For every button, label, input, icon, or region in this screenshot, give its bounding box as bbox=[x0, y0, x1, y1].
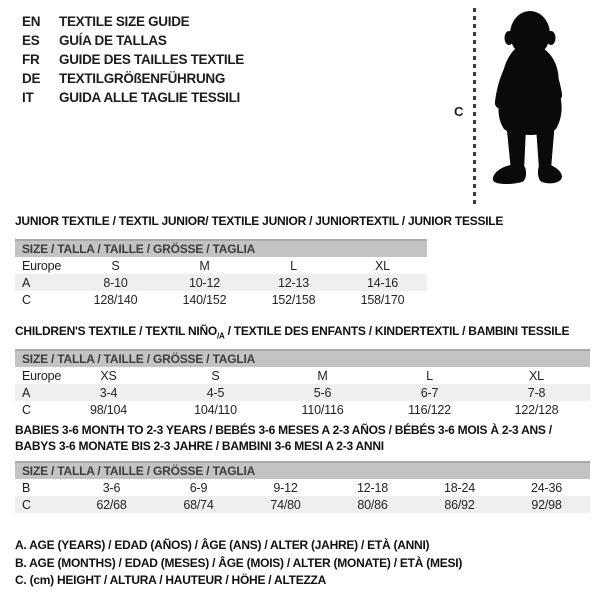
language-label: TEXTILE SIZE GUIDE bbox=[59, 14, 190, 29]
size-cell: XL bbox=[529, 368, 544, 383]
size-cell: S bbox=[211, 368, 220, 383]
size-cell: 10-12 bbox=[189, 275, 220, 290]
size-cell: XL bbox=[375, 258, 390, 273]
babies-title-line1: BABIES 3-6 MONTH TO 2-3 YEARS / BEBÉS 3-6 MESES A 2-3 AÑOS / BÉBÉS 3-6 MOIS À 2-3 ANS / bbox=[15, 423, 552, 437]
children-table bbox=[15, 349, 590, 418]
row-label: B bbox=[22, 480, 31, 495]
size-cell: 8-10 bbox=[103, 275, 128, 290]
table-row bbox=[15, 367, 590, 384]
row-label: Europe bbox=[22, 368, 62, 383]
legend-line-b: B. AGE (MONTHS) / EDAD (MESES) / ÂGE (MOIS) / ALTER (MONATE) / ETÀ (MESI) bbox=[15, 555, 463, 570]
language-list bbox=[22, 12, 244, 107]
language-label: GUIDA ALLE TAGLIE TESSILI bbox=[59, 90, 240, 105]
table-row bbox=[15, 401, 590, 418]
legend-line-c: C. (cm) HEIGHT / ALTURA / HAUTEUR / HÖHE / ALTEZZA bbox=[15, 573, 327, 587]
size-cell: 5-6 bbox=[313, 385, 332, 400]
size-cell: 9-12 bbox=[273, 480, 298, 495]
children-size-header: SIZE / TALLA / TAILLE / GRÖSSE / TAGLIA bbox=[15, 349, 590, 367]
size-cell: M bbox=[317, 368, 328, 383]
size-cell: 92/98 bbox=[531, 497, 562, 512]
size-cell: 104/110 bbox=[194, 402, 237, 417]
table-row bbox=[15, 496, 590, 513]
children-section-title bbox=[15, 324, 569, 340]
size-cell: 68/74 bbox=[183, 497, 214, 512]
size-cell: XS bbox=[100, 368, 117, 383]
row-label: A bbox=[22, 275, 31, 290]
height-dotted-line bbox=[473, 8, 476, 207]
junior-size-table bbox=[15, 257, 427, 308]
size-cell: 18-24 bbox=[444, 480, 475, 495]
language-label: GUIDE DES TAILLES TEXTILE bbox=[59, 52, 245, 67]
table-row bbox=[15, 384, 590, 401]
babies-table bbox=[15, 461, 590, 513]
babies-size-table bbox=[15, 479, 590, 513]
size-cell: 62/68 bbox=[96, 497, 127, 512]
size-cell: 14-16 bbox=[367, 275, 398, 290]
toddler-silhouette bbox=[484, 9, 576, 209]
size-cell: 158/170 bbox=[360, 292, 405, 307]
row-label: A bbox=[22, 385, 31, 400]
row-label: C bbox=[22, 497, 31, 512]
size-cell: L bbox=[426, 368, 433, 383]
size-cell: L bbox=[290, 258, 297, 273]
table-row bbox=[15, 257, 427, 274]
size-cell: 128/140 bbox=[93, 292, 138, 307]
size-cell: 12-18 bbox=[357, 480, 388, 495]
language-code: DE bbox=[22, 71, 41, 86]
legend bbox=[15, 537, 462, 590]
size-cell: M bbox=[199, 258, 210, 273]
size-cell: 122/128 bbox=[514, 402, 559, 417]
size-cell: 4-5 bbox=[206, 385, 225, 400]
size-cell: 12-13 bbox=[278, 275, 309, 290]
size-cell: 140/152 bbox=[182, 292, 227, 307]
language-code: FR bbox=[22, 52, 40, 67]
table-row bbox=[15, 274, 427, 291]
language-code: EN bbox=[22, 14, 41, 29]
legend-line-a: A. AGE (YEARS) / EDAD (AÑOS) / ÂGE (ANS) / ALTER (JAHRE) / ETÀ (ANNI) bbox=[15, 538, 430, 552]
size-cell: S bbox=[111, 258, 120, 273]
language-code: IT bbox=[22, 90, 34, 105]
row-label: Europe bbox=[22, 258, 62, 273]
size-cell: 3-6 bbox=[102, 480, 121, 495]
size-cell: 98/104 bbox=[89, 402, 128, 417]
row-label: C bbox=[22, 292, 31, 307]
table-row bbox=[15, 291, 427, 308]
size-cell: 86/92 bbox=[444, 497, 475, 512]
size-cell: 74/80 bbox=[270, 497, 301, 512]
babies-section-title bbox=[15, 423, 590, 454]
junior-section-title: JUNIOR TEXTILE / TEXTIL JUNIOR/ TEXTILE JUNIOR / JUNIORTEXTIL / JUNIOR TESSILE bbox=[15, 214, 504, 228]
table-row bbox=[15, 479, 590, 496]
babies-title-line2: BABYS 3-6 MONATE BIS 2-3 JAHRE / BAMBINI 3-6 MESI A 2-3 ANNI bbox=[15, 438, 384, 453]
size-cell: 6-7 bbox=[420, 385, 439, 400]
size-cell: 152/158 bbox=[271, 292, 316, 307]
toddler-silhouette-icon bbox=[484, 9, 576, 209]
language-row bbox=[22, 50, 244, 69]
size-cell: 110/116 bbox=[301, 402, 344, 417]
babies-size-header: SIZE / TALLA / TAILLE / GRÖSSE / TAGLIA bbox=[15, 461, 590, 479]
language-label: TEXTILGRÖßENFÜHRUNG bbox=[59, 71, 226, 86]
junior-table bbox=[15, 239, 427, 308]
junior-size-header: SIZE / TALLA / TAILLE / GRÖSSE / TAGLIA bbox=[15, 239, 427, 257]
height-marker-label: C bbox=[454, 104, 464, 119]
language-row bbox=[22, 69, 244, 88]
size-cell: 6-9 bbox=[189, 480, 208, 495]
children-title-pre: CHILDREN'S TEXTILE / TEXTIL NIÑO bbox=[15, 324, 217, 338]
row-label: C bbox=[22, 402, 31, 417]
size-cell: 24-36 bbox=[531, 480, 562, 495]
language-code: ES bbox=[22, 33, 40, 48]
size-cell: 3-4 bbox=[99, 385, 118, 400]
size-cell: 7-8 bbox=[527, 385, 546, 400]
children-title-sub: /A bbox=[216, 331, 225, 341]
language-row bbox=[22, 88, 244, 107]
size-cell: 116/122 bbox=[408, 402, 451, 417]
size-cell: 80/86 bbox=[357, 497, 388, 512]
children-size-table bbox=[15, 367, 590, 418]
children-title-post: / TEXTILE DES ENFANTS / KINDERTEXTIL / BAMBINI TESSILE bbox=[224, 324, 570, 338]
language-label: GUÍA DE TALLAS bbox=[59, 33, 167, 48]
language-row bbox=[22, 31, 244, 50]
language-row bbox=[22, 12, 244, 31]
